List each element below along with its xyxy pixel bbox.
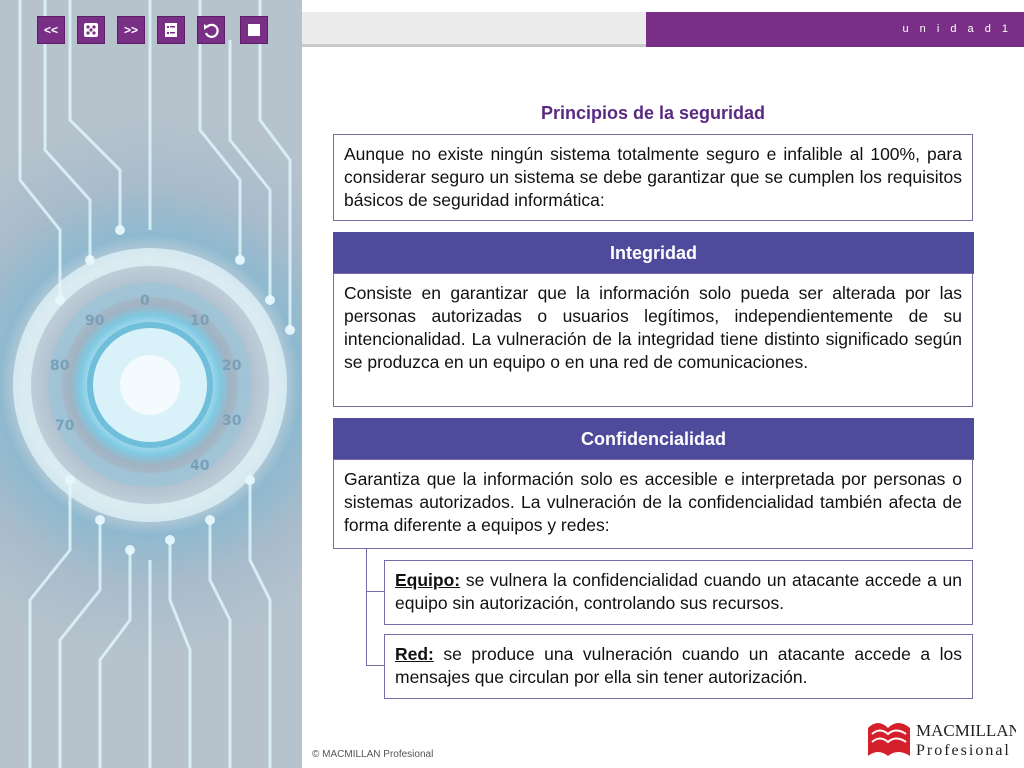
page-title: Principios de la seguridad [540,103,766,123]
back-button[interactable] [197,16,225,44]
subitem-term: Red: [395,644,434,664]
dice-icon [83,22,99,38]
subitem-red [384,634,973,699]
list-icon [163,22,179,38]
top-bar-background [302,12,646,46]
section-box-integridad [333,273,973,407]
intro-text: Aunque no existe ningún sistema totalmente seguro e infalible al 100%, para considerar seguro un sistema se debe garantizar que se cumplen los requisitos básicos de seguridad informática: [344,144,962,210]
tree-connector [366,549,367,666]
logo-line1: MACMILLAN [916,721,1016,740]
macmillan-logo [866,714,1016,760]
top-bar-divider [302,44,646,47]
subitem-text: se produce una vulneración cuando un atacante accede a los mensajes que circulan por ella sin tener autorización. [395,644,962,687]
subitem-term: Equipo: [395,570,461,590]
unit-label: u n i d a d 1 [902,23,1012,35]
svg-text:90: 90 [85,313,105,329]
unit-tab [646,12,1024,47]
svg-text:10: 10 [190,313,210,329]
svg-text:30: 30 [222,413,242,429]
menu-button[interactable] [77,16,105,44]
copyright: © MACMILLAN Profesional [312,749,434,760]
subitem-text: se vulnera la confidencialidad cuando un atacante accede a un equipo sin autorización, controlando sus recursos. [395,570,962,613]
background-art [0,0,302,768]
svg-text:80: 80 [50,358,70,374]
section-text-confidencialidad: Garantiza que la información solo es accesible e interpretada por personas o sistemas autorizados. La vulneración de la confidencialidad también afecta de forma diferente a equipos y redes: [344,469,962,535]
subitem-equipo [384,560,973,625]
section-header-confidencialidad: Confidencialidad [333,418,974,460]
svg-text:20: 20 [222,358,242,374]
tree-connector-branch [366,665,385,666]
next-button[interactable]: >> [117,16,145,44]
tree-connector-branch [366,591,385,592]
stop-icon [247,23,261,37]
section-box-confidencialidad [333,459,973,549]
prev-button[interactable]: << [37,16,65,44]
undo-icon [202,21,220,39]
index-button[interactable] [157,16,185,44]
section-header-integridad: Integridad [333,232,974,274]
stop-button[interactable] [240,16,268,44]
logo-line2: Profesional [916,742,1011,759]
svg-text:40: 40 [190,458,210,474]
svg-text:70: 70 [55,418,75,434]
intro-box [333,134,973,221]
svg-text:0: 0 [140,293,150,309]
section-text-integridad: Consiste en garantizar que la información solo pueda ser alterada por las personas autorizadas o usuarios legítimos, independientemente de su intencionalidad. La vulneración de la integridad tiene distinto significado según se produzca en un equipo o en una red de comunicaciones. [344,283,962,372]
